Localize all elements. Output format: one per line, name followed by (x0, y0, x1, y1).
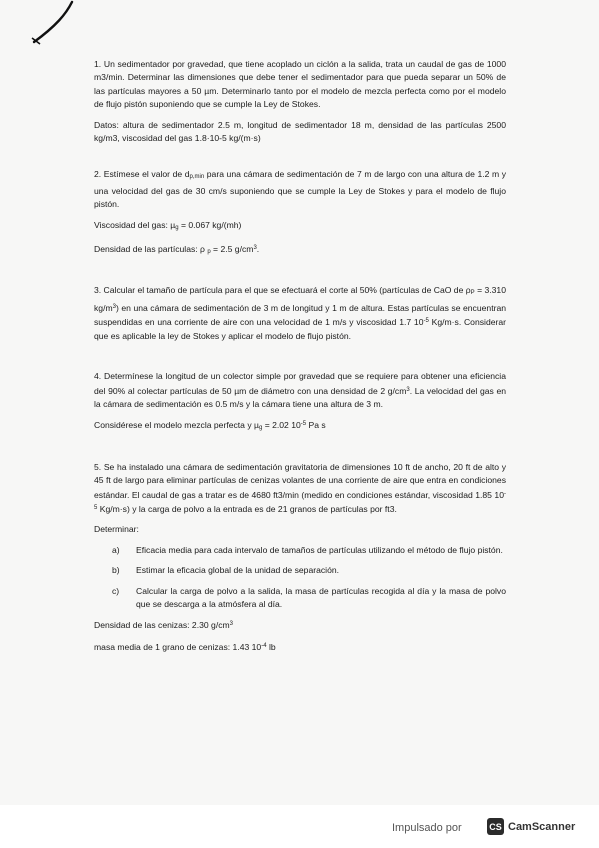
problem-list (94, 58, 506, 654)
problem-5-determinar: Determinar: (94, 524, 139, 535)
problem-1-statement: 1. Un sedimentador por gravedad, que tiene acoplado un ciclón a la salida, trata un caudal de gas de 1000 m3/min. Determinar las dimensiones que debe tener el sedimentador para que pueda separar un 50% de las partículas mayores a 50 µm. Determinarlo tanto por el modelo de mezcla perfecta como por el modelo de flujo pistón suponiendo que se cumple la Ley de Stokes. (94, 59, 506, 110)
problem-4 (94, 370, 506, 436)
problem-4-model-note: Considérese el modelo mezcla perfecta y µg = 2.02 $10^{-5}$ Pa s (94, 420, 326, 432)
problem-1 (94, 58, 506, 145)
problem-5-ash-density: Densidad de las cenizas: 2.30 $g/cm^3$ (94, 620, 234, 631)
list-item: b) Estimar la eficacia global de la unidad de separación. (112, 565, 340, 576)
problem-4-statement: 4. Determínese la longitud de un colector simple por gravedad que se requiere para obtener una eficiencia del 90% al colectar partículas de 50 µm de diámetro con una densidad de 2 $g/cm^3$. La velocidad del gas en la cámara de sedimentación es 0.5 m/s y la cámara tiene una altura de 3 m. (94, 371, 507, 409)
problem-2-statement: 2. Estímese el valor de dp,min para una cámara de sedimentación de 7 m de largo con una altura de 1.2 m y una velocidad del gas de 30 cm/s suponiendo que se cumple la Ley de Stokes y para el modelo de flujo pistón. (94, 169, 507, 210)
pen-mark-icon (26, 0, 76, 46)
problem-5-statement: 5. Se ha instalado una cámara de sedimentación gravitatoria de dimensiones 10 ft de ancho, 20 ft de alto y 45 ft de largo para eliminar partículas de cenizas volantes de una corriente de aire que entra en condiciones estándar. El caudal de gas a tratar es de 4680 ft3/min (medido en condiciones estándar, viscosidad 1.85 $10^{-5}$ Kg/m·s) y la carga de polvo a la entrada es de 21 granos de partículas por ft3. (94, 461, 506, 514)
problem-2 (94, 168, 506, 259)
camscanner-brand: CamScanner (508, 820, 576, 833)
scanner-footer (0, 805, 599, 848)
powered-by-label: Impulsado por (392, 822, 462, 834)
problem-5 (94, 461, 506, 654)
camscanner-icon: CS (487, 818, 504, 835)
problem-2-viscosity: Viscosidad del gas: µg = 0.067 kg/(mh) (94, 219, 242, 231)
problem-1-data: Datos: altura de sedimentador 2.5 m, longitud de sedimentador 18 m, densidad de las partículas 2500 kg/m3, viscosidad del gas 1.8·10-5 kg/(m·s) (94, 119, 506, 144)
list-item: a) Eficacia media para cada intervalo de tamaños de partículas utilizando el método de flujo pistón. (112, 544, 503, 555)
problem-3-statement: 3. Calcular el tamaño de partícula para el que se efectuará el corte al 50% (partículas de CaO de ρP = 3.310 $kg/m^3$) en una cámara de sedimentación de 3 m de longitud y 1 m de altura. Estas partículas se encuentran suspendidas en una corriente de aire con una velocidad de 1 m/s y viscosidad 1.7 $10^{-5}$ Kg/m·s. Considerar que es aplicable la ley de Stokes y aplicar el modelo de flujo pistón. (94, 285, 507, 341)
problem-2-density: Densidad de las partículas: ρ p = 2.5 $g/cm^3$. (94, 244, 260, 256)
camscanner-logo (487, 818, 575, 835)
list-item: c) Calcular la carga de polvo a la salida, la masa de partículas recogida al día y la masa de polvo que se descarga a la atmósfera al día. (112, 585, 506, 609)
problem-5-items (94, 544, 506, 612)
problem-5-grain-mass: masa media de 1 grano de cenizas: 1.43 $10^{-4}$ lb (94, 641, 276, 652)
problem-3 (94, 284, 506, 343)
